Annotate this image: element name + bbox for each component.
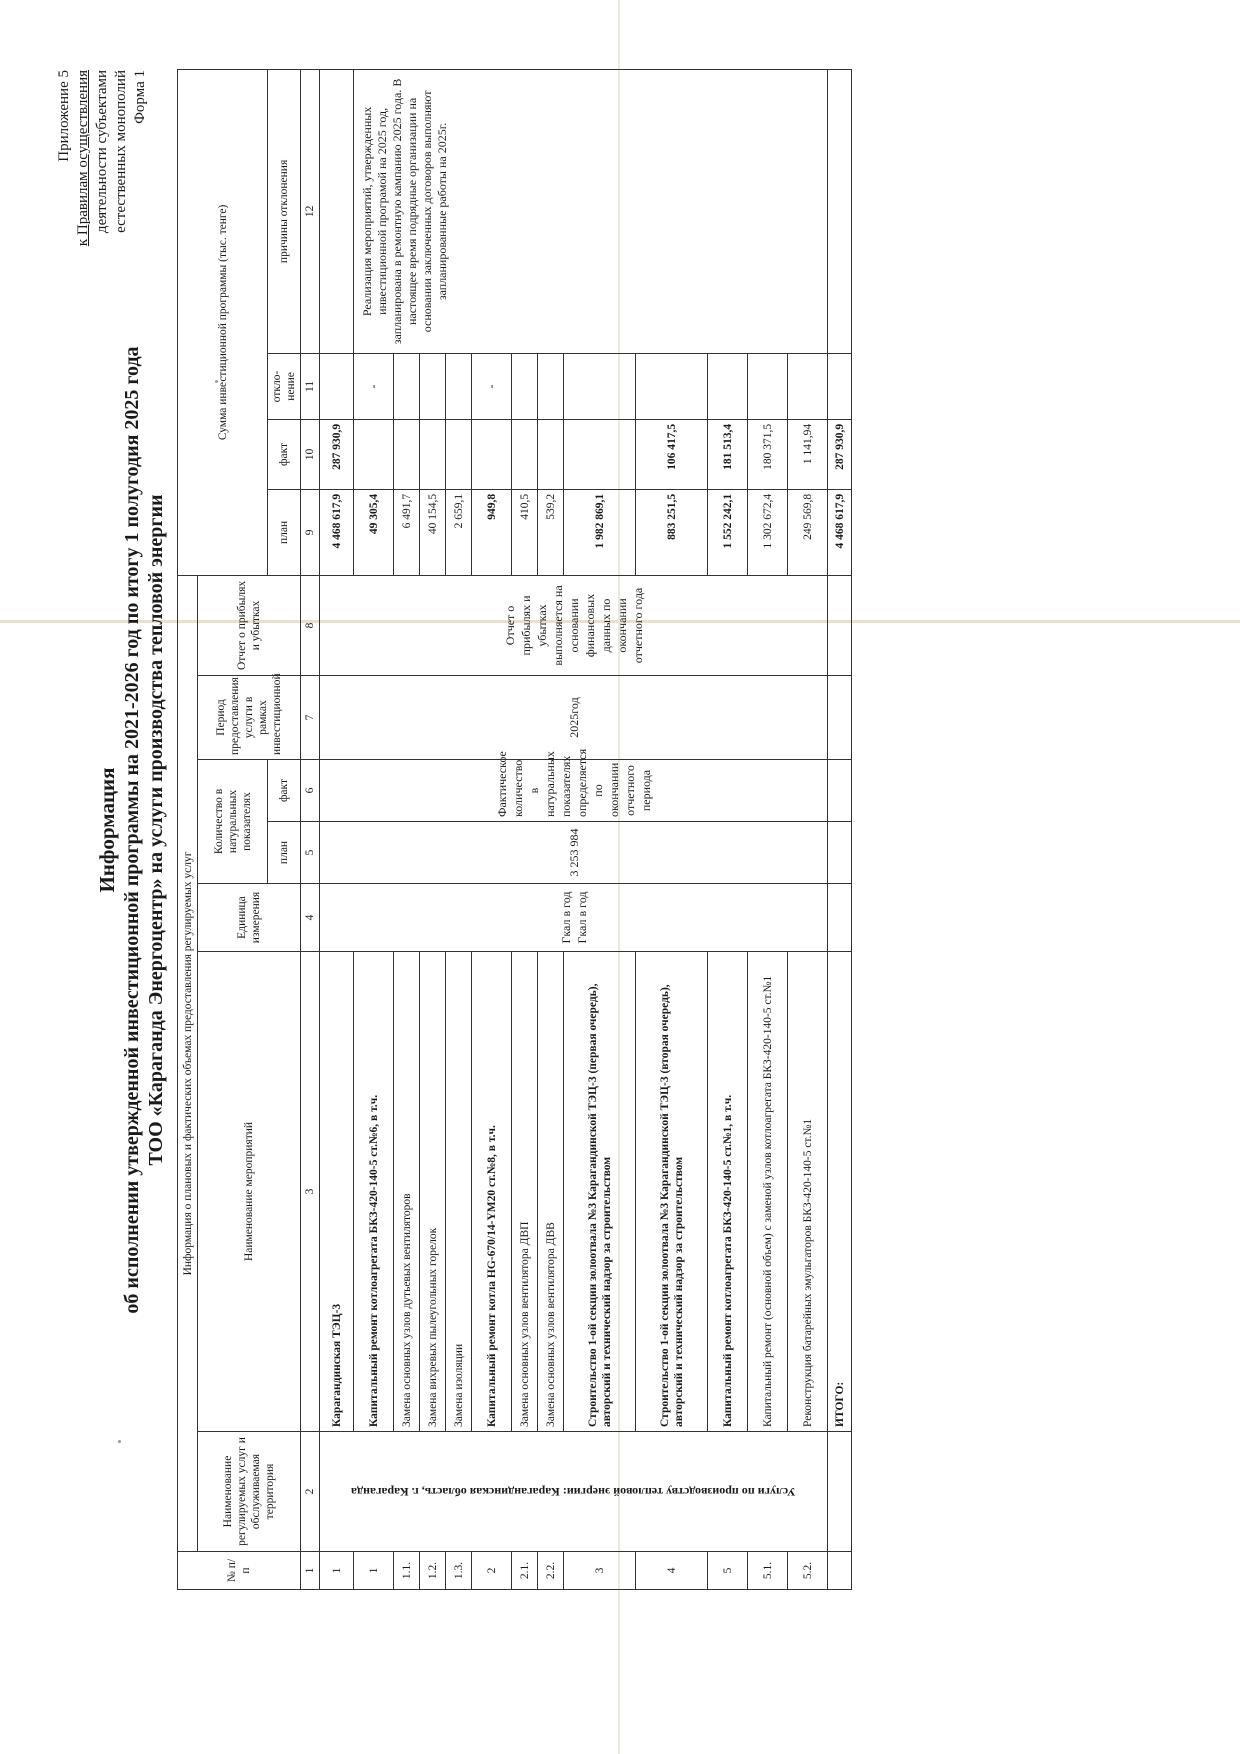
row-number: 1 — [354, 1552, 394, 1590]
header-sum-plan: план — [268, 489, 301, 575]
column-index: 2 — [301, 1432, 320, 1552]
sum-deviation — [564, 353, 636, 419]
sum-fact — [420, 419, 446, 489]
header-num: № п/п — [178, 1552, 301, 1590]
report-cell-text: Отчет о прибылях и убытках выполняется на основании финансовых данных по окончании отчетного года — [502, 585, 645, 666]
measure-name: Строительство 1-ой секции золоотвала №3 Карагандинской ТЭЦ-3 (вторая очередь), авторский и технический надзор за строительством — [636, 952, 708, 1432]
header-sum-fact: факт — [268, 419, 301, 489]
sum-plan: 410,5 — [512, 489, 538, 575]
row-number: 5.2. — [788, 1552, 828, 1590]
row-number: 1 — [320, 1552, 354, 1590]
qty-plan-cell-text: 3 253 984 — [566, 828, 581, 877]
measure-name: Замена изоляции — [446, 952, 472, 1432]
column-index-row — [301, 69, 320, 1589]
sum-fact — [472, 419, 512, 489]
qty-fact-cell-text: Фактическое количество в натуральных показателях определяется по окончании отчетного периода — [494, 748, 653, 817]
sum-plan: 883 251,5 — [636, 489, 708, 575]
measure-name: Реконструкция батарейных эмульгаторов БКЗ-420-140-5 ст.№1 — [788, 952, 828, 1432]
sum-deviation — [636, 353, 708, 419]
empty-cell — [828, 884, 852, 952]
deviation-reason-cell — [354, 69, 828, 353]
appendix-line: деятельности субъектами — [94, 70, 110, 234]
header-measures: Наименование мероприятий — [198, 952, 301, 1432]
measure-name: Капитальный ремонт (основной объем) с заменой узлов котлоагрегата БКЗ-420-140-5 ст.№1 — [748, 952, 788, 1432]
measure-name: ИТОГО: — [828, 952, 852, 1432]
header-report: Отчет о прибылях и убытках — [198, 575, 301, 675]
sum-plan: 1 302 672,4 — [748, 489, 788, 575]
row-number: 4 — [636, 1552, 708, 1590]
header-row — [178, 69, 198, 1589]
sum-deviation — [420, 353, 446, 419]
service-territory-text: Услуги по производству тепловой энергии: Карагандинская область, г. Караганда — [351, 1485, 796, 1499]
appendix-line: естественных монополий — [113, 70, 129, 233]
header-sum-dev: откло- нение — [268, 353, 301, 419]
sum-fact — [564, 419, 636, 489]
header-service: Наименование регулируемых услуг и обслуживаемая территория — [198, 1432, 301, 1552]
service-territory-cell — [828, 1432, 852, 1552]
document-title: Информация — [95, 767, 119, 893]
investment-program-table — [177, 69, 852, 1590]
measure-name: Замена основных узлов дутьевых вентиляторов — [394, 952, 420, 1432]
row-number: 2 — [472, 1552, 512, 1590]
document-subtitle: об исполнении утвержденной инвестиционной программы на 2021-2026 год по итогу 1 полугодия 2025 года — [121, 346, 143, 1314]
sum-deviation — [320, 353, 354, 419]
sum-fact: 180 371,5 — [748, 419, 788, 489]
sum-plan: 949,8 — [472, 489, 512, 575]
table-row — [828, 69, 852, 1589]
column-index: 8 — [301, 575, 320, 675]
sum-plan: 4 468 617,9 — [320, 489, 354, 575]
empty-cell — [828, 760, 852, 822]
row-number: 1.1. — [394, 1552, 420, 1590]
sum-fact: 287 930,9 — [320, 419, 354, 489]
sum-fact — [446, 419, 472, 489]
sum-plan: 6 491,7 — [394, 489, 420, 575]
column-index: 12 — [301, 69, 320, 353]
sum-deviation: - — [472, 353, 512, 419]
sum-fact: 1 141,94 — [788, 419, 828, 489]
column-index: 10 — [301, 419, 320, 489]
empty-cell — [828, 676, 852, 760]
sum-deviation — [708, 353, 748, 419]
reason-cell-bottom — [828, 69, 852, 353]
sum-fact — [394, 419, 420, 489]
column-index: 9 — [301, 489, 320, 575]
sum-fact — [354, 419, 394, 489]
appendix-line: к Правилам осуществления — [75, 70, 91, 247]
sum-plan: 40 154,5 — [420, 489, 446, 575]
measure-name: Капитальный ремонт котла HG-670/14-YM20 ст.№8, в т.ч. — [472, 952, 512, 1432]
sum-deviation — [446, 353, 472, 419]
unit-cell-text: Гкал в год Гкал в год — [558, 891, 589, 944]
sum-plan: 49 305,4 — [354, 489, 394, 575]
sum-plan: 1 552 242,1 — [708, 489, 748, 575]
column-index: 7 — [301, 676, 320, 760]
row-number: 5 — [708, 1552, 748, 1590]
period-cell — [320, 676, 828, 760]
row-number: 5.1. — [748, 1552, 788, 1590]
service-territory-cell — [320, 1432, 828, 1552]
row-number: 1.2. — [420, 1552, 446, 1590]
sum-deviation — [394, 353, 420, 419]
sum-plan: 2 659,1 — [446, 489, 472, 575]
deviation-reason-text: Реализация мероприятий, утвержденных инвестиционной програмой на 2025 год, запланирована в ремонтную кампанию 2025 года. В настоящее время подрядные организации на основании заключенных договоров выполняют запланированные работы на 2025г. — [360, 78, 449, 345]
sum-plan: 249 569,8 — [788, 489, 828, 575]
measure-name: Замена основных узлов вентилятора ДВВ — [538, 952, 564, 1432]
row-number: 2.1. — [512, 1552, 538, 1590]
header-group-info: Информация о плановых и фактических объемах предоставления регулируемых услуг — [178, 575, 198, 1551]
empty-cell — [828, 575, 852, 675]
sum-plan: 1 982 869,1 — [564, 489, 636, 575]
sum-fact: 106 417,5 — [636, 419, 708, 489]
report-cell — [320, 575, 828, 675]
measure-name: Капитальный ремонт котлоагрегата БКЗ-420-140-5 ст.№6, в т.ч. — [354, 952, 394, 1432]
column-index: 11 — [301, 353, 320, 419]
header-qty-fact: факт — [268, 760, 301, 822]
appendix-line: Приложение 5 — [56, 70, 72, 162]
row-number — [828, 1552, 852, 1590]
sum-plan: 539,2 — [538, 489, 564, 575]
sum-deviation — [788, 353, 828, 419]
measure-name: Замена вихревых пылеугольных горелок — [420, 952, 446, 1432]
header-group-sum: Сумма инвестиционной программы (тыс. тенге) — [178, 69, 268, 575]
measure-name: Капитальный ремонт котлоагрегата БКЗ-420-140-5 ст.№1, в т.ч. — [708, 952, 748, 1432]
sum-fact — [512, 419, 538, 489]
column-index: 5 — [301, 822, 320, 884]
header-qty-plan: план — [268, 822, 301, 884]
row-number: 2.2. — [538, 1552, 564, 1590]
unit-cell — [320, 884, 828, 952]
sum-fact: 287 930,9 — [828, 419, 852, 489]
column-index: 3 — [301, 952, 320, 1432]
measure-name: Замена основных узлов вентилятора ДВП — [512, 952, 538, 1432]
empty-cell — [828, 822, 852, 884]
column-index: 1 — [301, 1552, 320, 1590]
reason-cell-top — [320, 69, 354, 353]
document-subtitle-company: ТОО «Караганда Энергоцентр» на услуги производства тепловой энергии — [145, 494, 167, 1166]
sum-deviation — [828, 353, 852, 419]
row-number: 1.3. — [446, 1552, 472, 1590]
appendix-line: Форма 1 — [132, 70, 148, 124]
column-index: 4 — [301, 884, 320, 952]
period-cell-text: 2025год — [566, 697, 581, 738]
sum-deviation — [512, 353, 538, 419]
sum-fact: 181 513,4 — [708, 419, 748, 489]
header-unit: Единица измерения — [198, 884, 301, 952]
measure-name: Карагандинская ТЭЦ-3 — [320, 952, 354, 1432]
row-number: 3 — [564, 1552, 636, 1590]
sum-deviation: - — [354, 353, 394, 419]
table-row — [320, 69, 354, 1589]
measure-name: Строительство 1-ой секции золоотвала №3 Карагандинской ТЭЦ-3 (первая очередь), авторский и технический надзор за строительством — [564, 952, 636, 1432]
qty-fact-cell — [320, 748, 828, 822]
qty-plan-cell — [320, 822, 828, 884]
header-sum-reasons: причины отклонения — [268, 69, 301, 353]
header-period: Период предоставления услуги в рамках инвестиционной — [198, 676, 301, 760]
column-index: 6 — [301, 760, 320, 822]
sum-plan: 4 468 617,9 — [828, 489, 852, 575]
sum-fact — [538, 419, 564, 489]
document-title-block — [95, 70, 168, 1590]
sum-deviation — [538, 353, 564, 419]
header-qty: Количество в натуральных показателях — [198, 760, 268, 884]
document-sheet — [55, 70, 1075, 1590]
sum-deviation — [748, 353, 788, 419]
